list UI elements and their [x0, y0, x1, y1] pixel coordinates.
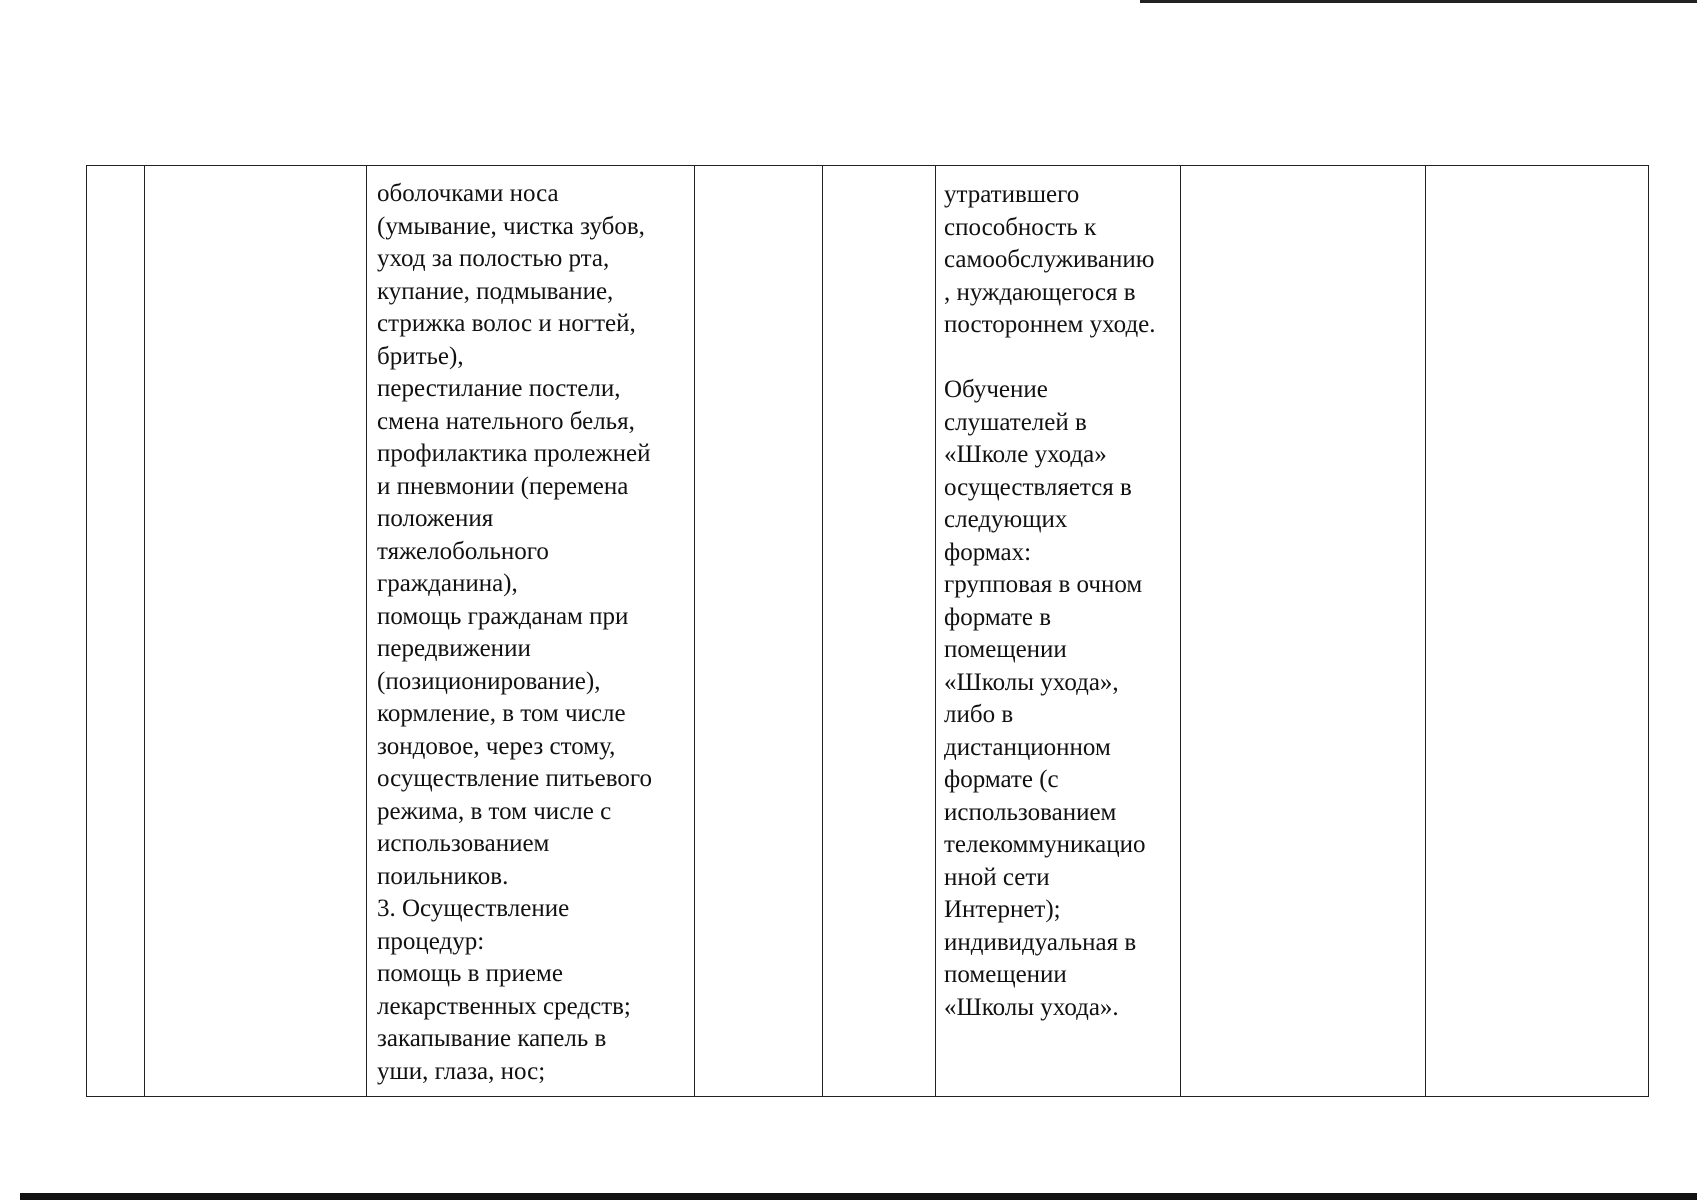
top-edge-line [1140, 0, 1697, 3]
service-content-text: оболочками носа (умывание, чистка зубов, уход за полостью рта, купание, подмывание, стрижка волос и ногтей, бритье), перестилание постели, смена нательного белья, профилактика пролежней и пневмонии (перемена положения тяжелобольного гражданина), помощь гражданам при передвижении (позиционирование), кормление, в том числе зондовое, через стому, осуществление питьевого режима, в том числе с использованием поильников. 3. Осуществление процедур: помощь в приеме лекарственных средств; закапывание капель в уши, глаза, нос; [377, 180, 652, 1085]
table-cell-service-content [367, 166, 695, 1097]
table-cell-number [87, 166, 145, 1097]
table-cell-training-info [936, 166, 1181, 1097]
table-cell-empty-5 [823, 166, 936, 1097]
table-cell-empty-8 [1426, 166, 1649, 1097]
table-row [87, 166, 1649, 1097]
table-cell-service-name [145, 166, 367, 1097]
table-cell-empty-7 [1181, 166, 1426, 1097]
training-info-text: утратившего способность к самообслуживанию , нуждающегося в постороннем уходе. Обучение слушателей в «Школе ухода» осуществляется в следующих формах: групповая в очном формате в помещении «Школы ухода», либо в дистанционном формате (с использованием телекоммуникацио нной сети Интернет); индивидуальная в помещении «Школы ухода». [944, 181, 1156, 1021]
table-cell-empty-4 [695, 166, 823, 1097]
bottom-scan-edge [20, 1193, 1697, 1200]
services-table [86, 165, 1649, 1097]
